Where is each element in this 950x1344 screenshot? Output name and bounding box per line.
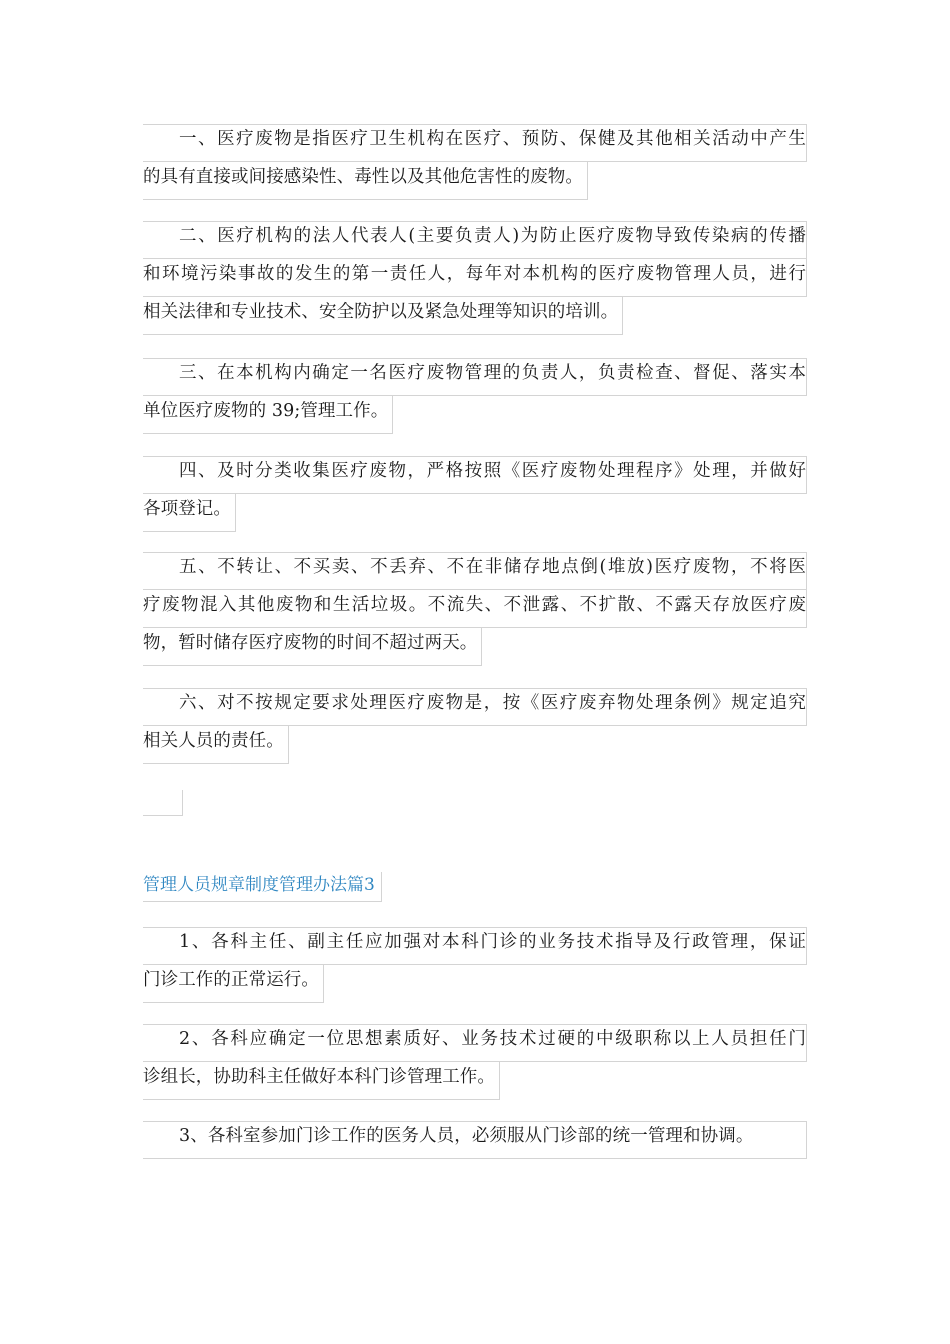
paragraph-3 <box>143 358 807 438</box>
paragraph-line: 四、及时分类收集医疗废物，严格按照《医疗废物处理程序》处理，并做好 <box>143 456 807 494</box>
paragraph-6 <box>143 688 807 768</box>
paragraph-line: 一、医疗废物是指医疗卫生机构在医疗、预防、保健及其他相关活动中产生 <box>143 124 807 162</box>
paragraph-line: 相关人员的责任。 <box>143 726 289 764</box>
paragraph-5 <box>143 552 807 670</box>
paragraph-line: 相关法律和专业技术、安全防护以及紧急处理等知识的培训。 <box>143 297 623 335</box>
paragraph-8 <box>143 1024 807 1104</box>
paragraph-line: 门诊工作的正常运行。 <box>143 965 324 1003</box>
empty-paragraph-box <box>143 790 183 816</box>
paragraph-line: 2、各科应确定一位思想素质好、业务技术过硬的中级职称以上人员担任门 <box>143 1024 807 1062</box>
paragraph-line: 诊组长，协助科主任做好本科门诊管理工作。 <box>143 1062 500 1100</box>
paragraph-line: 物，暂时储存医疗废物的时间不超过两天。 <box>143 628 482 666</box>
paragraph-line: 和环境污染事故的发生的第一责任人，每年对本机构的医疗废物管理人员，进行 <box>143 259 807 297</box>
paragraph-2 <box>143 221 807 339</box>
paragraph-line: 3、各科室参加门诊工作的医务人员，必须服从门诊部的统一管理和协调。 <box>143 1121 807 1159</box>
paragraph-line: 疗废物混入其他废物和生活垃圾。不流失、不泄露、不扩散、不露天存放医疗废 <box>143 590 807 628</box>
paragraph-9 <box>143 1121 807 1159</box>
paragraph-line: 各项登记。 <box>143 494 236 532</box>
paragraph-line: 六、对不按规定要求处理医疗废物是，按《医疗废弃物处理条例》规定追究 <box>143 688 807 726</box>
paragraph-4 <box>143 456 807 536</box>
paragraph-line: 三、在本机构内确定一名医疗废物管理的负责人，负责检查、督促、落实本 <box>143 358 807 396</box>
paragraph-1 <box>143 124 807 204</box>
paragraph-7 <box>143 927 807 1007</box>
paragraph-line: 的具有直接或间接感染性、毒性以及其他危害性的废物。 <box>143 162 588 200</box>
paragraph-line: 1、各科主任、副主任应加强对本科门诊的业务技术指导及行政管理，保证 <box>143 927 807 965</box>
paragraph-line: 二、医疗机构的法人代表人(主要负责人)为防止医疗废物导致传染病的传播 <box>143 221 807 259</box>
paragraph-line: 五、不转让、不买卖、不丢弃、不在非储存地点倒(堆放)医疗废物，不将医 <box>143 552 807 590</box>
section-heading: 管理人员规章制度管理办法篇3 <box>143 872 382 902</box>
paragraph-line: 单位医疗废物的 39;管理工作。 <box>143 396 393 434</box>
